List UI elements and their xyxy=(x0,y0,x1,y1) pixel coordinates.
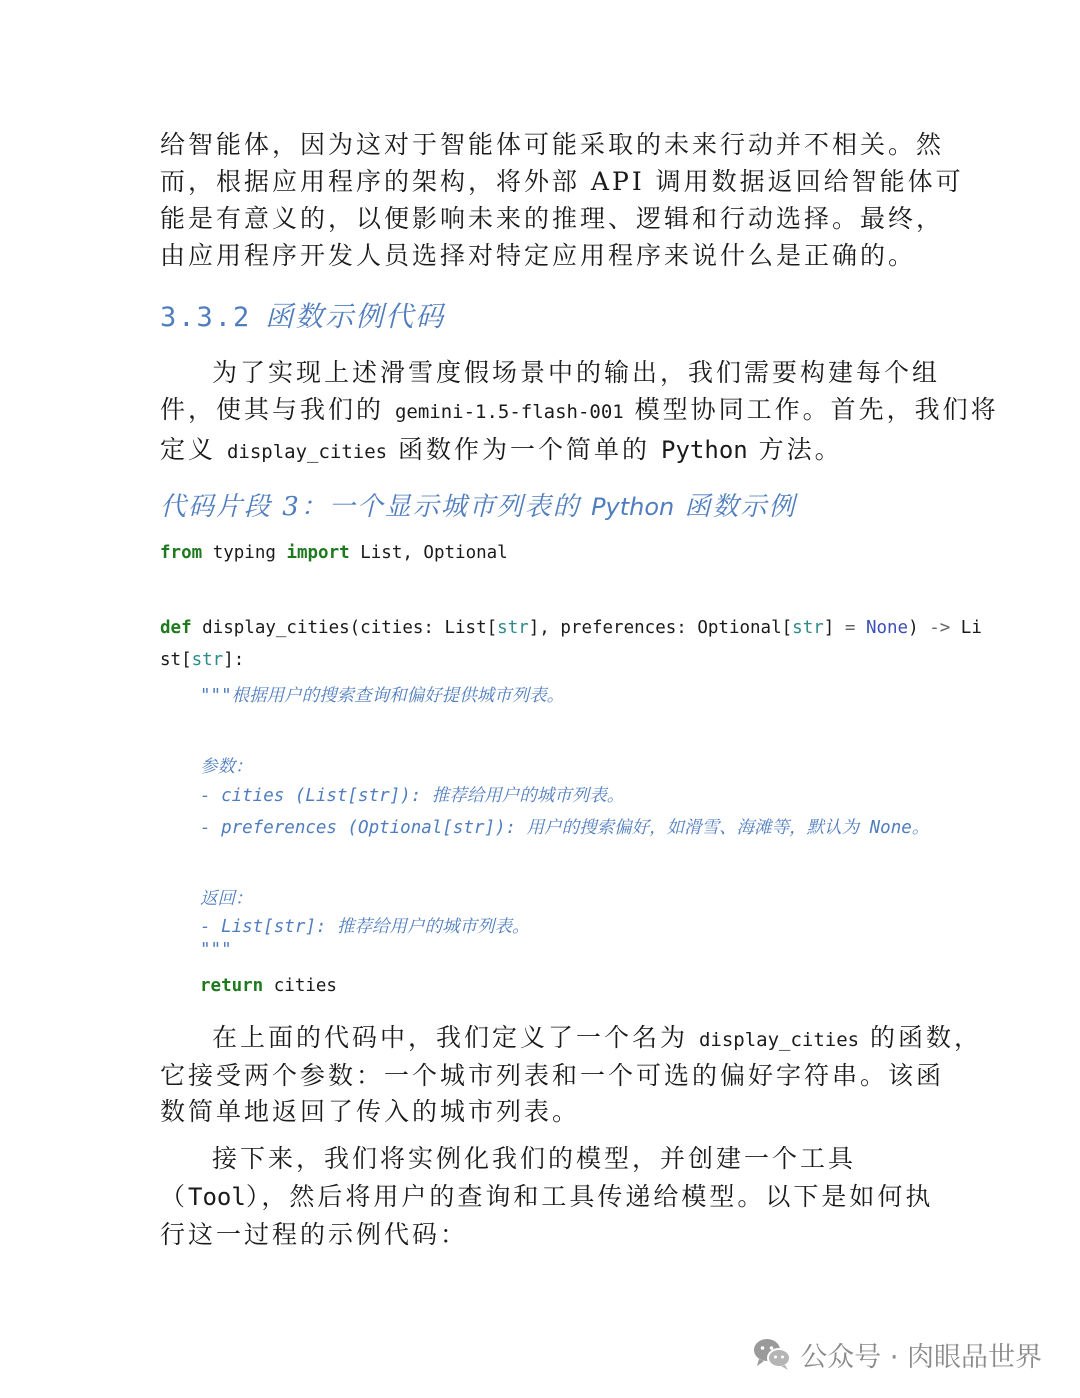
code-text: List, Optional xyxy=(349,543,508,563)
text-line: 能是有意义的，以便影响未来的推理、逻辑和行动选择。最终， xyxy=(160,204,945,233)
text-fragment: 定义 xyxy=(160,435,227,464)
code-snippet-caption xyxy=(160,486,797,523)
operator: = xyxy=(844,618,856,638)
text-fragment: ），然后将用户的查询和工具传递给模型。以下是如何执 xyxy=(245,1182,934,1211)
text-fragment: 函数作为一个简单的 xyxy=(387,435,662,464)
intro-paragraph xyxy=(160,126,964,274)
code-text: st[ xyxy=(160,650,192,670)
builtin: str xyxy=(497,618,529,638)
builtin: str xyxy=(191,650,224,670)
keyword: return xyxy=(200,976,264,996)
docstring-line: - List[str]: 推荐给用户的城市列表。 xyxy=(200,917,530,937)
text-line: 数简单地返回了传入的城市列表。 xyxy=(160,1097,581,1126)
explanation-paragraph xyxy=(160,1020,983,1130)
docstring-line: """根据用户的搜索查询和偏好提供城市列表。 xyxy=(200,686,565,706)
inline-code: display_cities xyxy=(698,1029,860,1051)
docstring-line: 参数： xyxy=(200,757,253,777)
section-number: 3.3.2 xyxy=(160,302,252,333)
caption-latin: Python xyxy=(591,493,675,521)
text-line xyxy=(160,391,999,431)
code-text xyxy=(855,618,866,638)
inline-code: gemini-1.5-flash-001 xyxy=(394,401,624,423)
text-line xyxy=(160,1178,934,1216)
inline-latin: Python xyxy=(661,436,748,464)
docstring-line: 返回： xyxy=(200,889,253,909)
code-line xyxy=(160,650,244,670)
setup-paragraph xyxy=(160,354,999,471)
text-fragment: 在上面的代码中，我们定义了一个名为 xyxy=(212,1023,699,1052)
text-fragment: 件，使其与我们的 xyxy=(160,395,395,424)
text-line: 接下来，我们将实例化我们的模型，并创建一个工具 xyxy=(212,1144,857,1173)
watermark xyxy=(752,1334,1042,1374)
code-text: ] xyxy=(823,618,845,638)
section-heading xyxy=(160,295,445,335)
section-title: 函数示例代码 xyxy=(265,300,446,333)
inline-latin: Tool xyxy=(188,1183,246,1211)
docstring-line: - cities (List[str]): 推荐给用户的城市列表。 xyxy=(200,786,625,806)
inline-code: display_cities xyxy=(226,441,388,463)
docstring-line: """ xyxy=(200,940,232,960)
text-line: 为了实现上述滑雪度假场景中的输出，我们需要构建每个组 xyxy=(212,358,941,387)
wechat-icon xyxy=(752,1336,792,1372)
code-text: Li xyxy=(950,618,982,638)
code-text: cities xyxy=(263,976,337,996)
next-step-paragraph xyxy=(160,1140,934,1254)
text-line: 而，根据应用程序的架构，将外部 API 调用数据返回给智能体可 xyxy=(160,167,964,196)
code-text: typing xyxy=(202,543,287,563)
docstring-line: - preferences (Optional[str]): 用户的搜索偏好，如滑雪、海滩等，默认为 None。 xyxy=(200,818,930,838)
code-text: ]: xyxy=(223,650,245,670)
text-fragment: 方法。 xyxy=(747,435,843,464)
text-line: 给智能体，因为这对于智能体可能采取的未来行动并不相关。然 xyxy=(160,130,945,159)
code-text: ) xyxy=(908,618,930,638)
text-line: 行这一过程的示例代码： xyxy=(160,1220,469,1249)
code-text: display_cities(cities: List[ xyxy=(191,618,498,638)
text-line: 它接受两个参数：一个城市列表和一个可选的偏好字符串。该函 xyxy=(160,1061,945,1090)
keyword: def xyxy=(160,618,192,638)
text-line xyxy=(160,431,920,471)
text-fragment: 的函数， xyxy=(859,1023,983,1052)
caption-text: 函数示例 xyxy=(674,492,797,522)
code-line xyxy=(160,543,508,563)
keyword: import xyxy=(286,543,350,563)
text-line: 由应用程序开发人员选择对特定应用程序来说什么是正确的。 xyxy=(160,241,917,270)
builtin: str xyxy=(792,618,824,638)
text-fragment: 模型协同工作。首先，我们将 xyxy=(623,395,999,424)
code-text: ], preferences: Optional[ xyxy=(528,618,793,638)
caption-text: 代码片段 3：一个显示城市列表的 xyxy=(160,492,592,522)
operator: -> xyxy=(929,618,951,638)
text-line xyxy=(160,1020,983,1058)
none-constant: None xyxy=(865,618,909,638)
code-line xyxy=(160,618,982,638)
watermark-text: 公众号 · 肉眼品世界 xyxy=(800,1341,1042,1373)
keyword: from xyxy=(160,543,203,563)
text-fragment: （ xyxy=(160,1182,189,1211)
code-line xyxy=(200,976,337,996)
